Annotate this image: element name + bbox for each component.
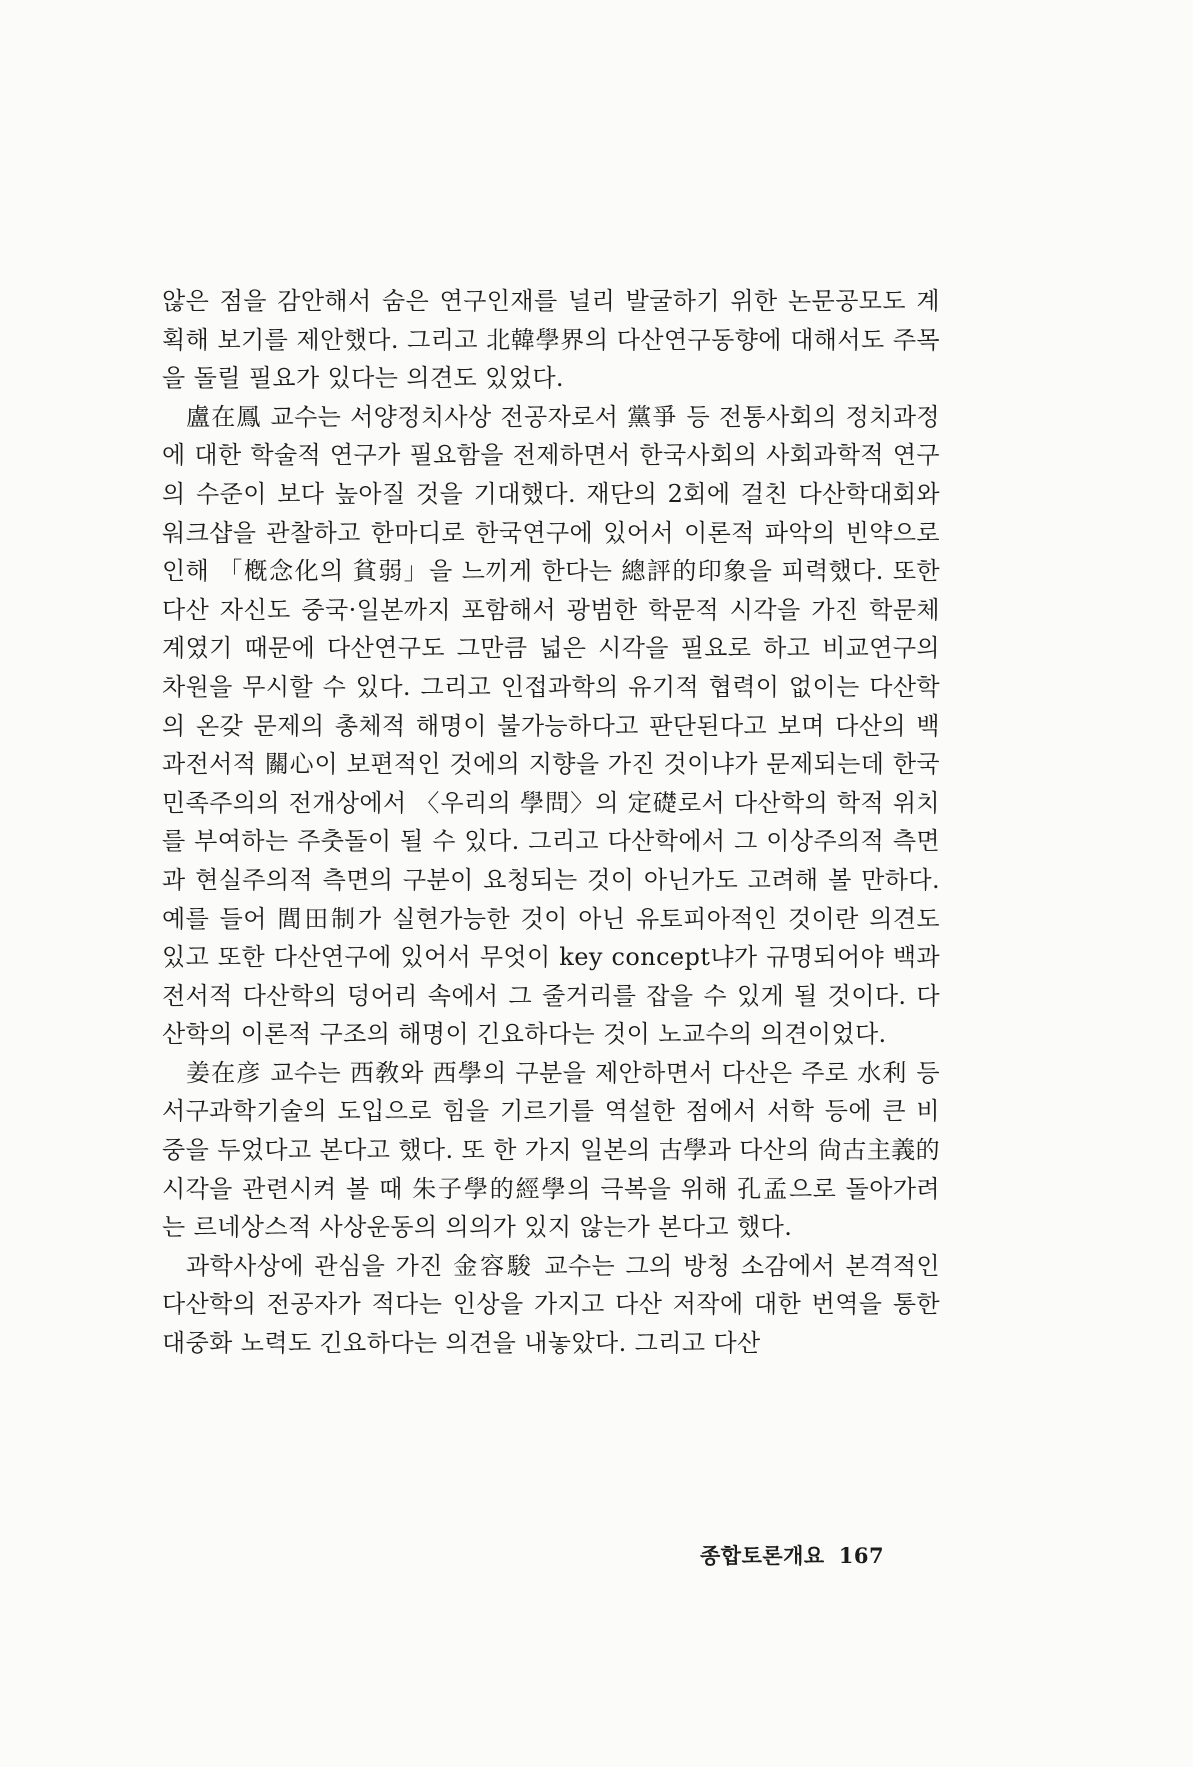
paragraph-2: 盧在鳳 교수는 서양정치사상 전공자로서 黨爭 등 전통사회의 정치과정에 대한 학술적 연구가 필요함을 전제하면서 한국사회의 사회과학적 연구의 수준이 보다 높아질 것을 기대했다. 재단의 2회에 걸친 다산학대회와 워크샵을 관찰하고 한마디로 한국연구에 있어서 이론적 파악의 빈약으로 인해 「槪念化의 貧弱」을 느끼게 한다는 總評的印象을 피력했다. 또한 다산 자신도 중국·일본까지 포함해서 광범한 학문적 시각을 가진 학문체계였기 때문에 다산연구도 그만큼 넓은 시각을 필요로 하고 비교연구의 차원을 무시할 수 있다. 그리고 인접과학의 유기적 협력이 없이는 다산학의 온갖 문제의 총체적 해명이 불가능하다고 판단된다고 보며 다산의 백과전서적 關心이 보편적인 것에의 지향을 가진 것이냐가 문제되는데 한국 민족주의의 전개상에서 〈우리의 學問〉의 定礎로서 다산학의 학적 위치를 부여하는 주춧돌이 될 수 있다. 그리고 다산학에서 그 이상주의적 측면과 현실주의적 측면의 구분이 요청되는 것이 아닌가도 고려해 볼 만하다. 예를 들어 閭田制가 실현가능한 것이 아닌 유토피아적인 것이란 의견도 있고 또한 다산연구에 있어서 무엇이 key concept냐가 규명되어야 백과전서적 다산학의 덩어리 속에서 그 줄거리를 잡을 수 있게 될 것이다. 다산학의 이론적 구조의 해명이 긴요하다는 것이 노교수의 의견이었다. — [162, 402, 940, 1049]
body-text — [162, 282, 940, 1363]
paragraph-4: 과학사상에 관심을 가진 金容駿 교수는 그의 방청 소감에서 본격적인 다산학의 전공자가 적다는 인상을 가지고 다산 저작에 대한 번역을 통한 대중화 노력도 긴요하다는 의견을 내놓았다. 그리고 다산 — [162, 1251, 940, 1358]
paragraph-3: 姜在彦 교수는 西敎와 西學의 구분을 제안하면서 다산은 주로 水利 등 서구과학기술의 도입으로 힘을 기르기를 역설한 점에서 서학 등에 큰 비중을 두었다고 본다고 했다. 또 한 가지 일본의 古學과 다산의 尙古主義的 시각을 관련시켜 볼 때 朱子學的經學의 극복을 위해 孔孟으로 돌아가려는 르네상스적 사상운동의 의의가 있지 않는가 본다고 했다. — [162, 1058, 940, 1242]
running-head: 종합토론개요 — [700, 1543, 825, 1568]
page-footer — [700, 1540, 940, 1570]
paragraph-1: 않은 점을 감안해서 숨은 연구인재를 널리 발굴하기 위한 논문공모도 계획해 보기를 제안했다. 그리고 北韓學界의 다산연구동향에 대해서도 주목을 돌릴 필요가 있다는 의견도 있었다. — [162, 287, 940, 393]
page-number: 167 — [838, 1543, 885, 1568]
